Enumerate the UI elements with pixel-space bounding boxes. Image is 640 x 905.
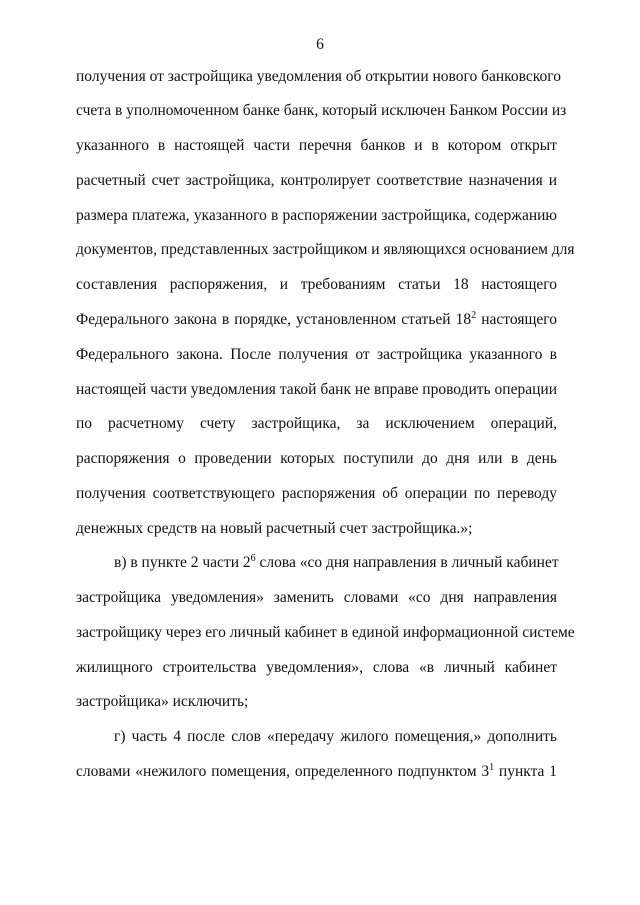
text-line: получения от застройщика уведомления об открытии нового банковского	[76, 68, 561, 85]
page-number: 6	[316, 36, 324, 53]
text-line: застройщика уведомления» заменить словами «со дня направления	[76, 589, 557, 606]
text-line: по расчетному счету застройщика, за исключением операций,	[76, 415, 557, 432]
superscript: 2	[471, 309, 477, 321]
superscript: 1	[489, 761, 495, 773]
text-line: размера платежа, указанного в распоряжении застройщика, содержанию	[76, 207, 557, 224]
text-line: расчетный счет застройщика, контролирует соответствие назначения и	[76, 172, 557, 189]
text-line: распоряжения о проведении которых поступили до дня или в день	[76, 450, 557, 467]
text-line: жилищного строительства уведомления», слова «в личный кабинет	[76, 659, 557, 676]
text-line-with-superscript	[76, 310, 557, 330]
text-line: Федерального закона. После получения от застройщика указанного в	[76, 346, 557, 363]
paragraph-start-line	[114, 553, 557, 573]
text-segment: настоящего	[476, 311, 557, 328]
text-segment: словами «нежилого помещения, определенного подпунктом 3	[76, 763, 490, 780]
text-segment: в) в пункте 2 части 2	[114, 554, 251, 571]
text-segment: Федерального закона в порядке, установленном статьей 18	[76, 311, 472, 328]
text-line: денежных средств на новый расчетный счет застройщика.»;	[76, 520, 473, 537]
text-segment: пункта 1	[494, 763, 557, 780]
text-line: документов, представленных застройщиком и являющихся основанием для	[76, 241, 575, 258]
text-line: настоящей части уведомления такой банк не вправе проводить операции	[76, 381, 557, 398]
text-line: составления распоряжения, и требованиям статьи 18 настоящего	[76, 276, 557, 293]
text-line: застройщика» исключить;	[76, 693, 249, 710]
superscript: 6	[250, 552, 256, 564]
text-line: указанного в настоящей части перечня банков и в котором открыт	[76, 137, 557, 154]
text-line: застройщику через его личный кабинет в единой информационной системе	[76, 624, 575, 641]
text-line: получения соответствующего распоряжения об операции по переводу	[76, 485, 557, 502]
paragraph-start-line: г) часть 4 после слов «передачу жилого помещения,» дополнить	[114, 728, 557, 745]
text-segment: слова «со дня направления в личный кабинет	[255, 554, 559, 571]
text-line-with-superscript	[76, 762, 557, 782]
text-line: счета в уполномоченном банке банк, который исключен Банком России из	[76, 102, 567, 119]
